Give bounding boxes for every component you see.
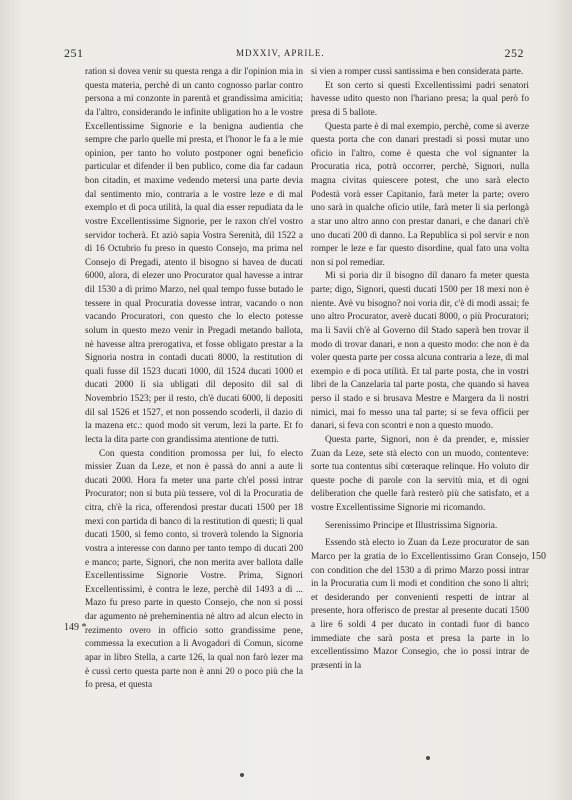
page-header — [0, 46, 572, 64]
paragraph: Questa parte è di mal exempio, perchè, come si averze questa porta che con danari prestadi si possi mutar uno oficio in l'altro, come è questa che vol signanter la Procuratia rica, potrà occorrer, perchè, Signori, nulla magna civitas quiescere potest, che uno sarà electo Podestà vorà esser Capitanio, farà meter la parte; overo uno sarà in qualche oficio utile, farà meter li sia perlongà a star uno altro anno con prestar danari, e che danari ch'è uno ducati 200 di danno. La Republica si pol servir e non romper le leze e far questo disordine, qual fato una volta non si pol remediar. — [311, 121, 529, 268]
paragraph: ration si dovea venir su questa renga a dir l'opinion mia in questa materia, perchè di un canto cognosso parlar contro persona a mi conzonte in parentà et grandissima amicitia; da l'altro, considerando le infinite ubligation ho a le vostre Excellentissime Signorie e la benigna audientia che sempre che parlo quelle mi presta, et l'honor le fa a le mie opinion, per tanto ho voluto postponer ogni beneficio particular et difender il ben publico, come dia far cadaun bon citadin, et maxime vedendo metersi una parte devia dal sentimento mio, contraria a le vostre leze e di mal exemplo et di poca utilità, la qual dia esser repudiata da le vostre Excellentissime Signorie, per le raxon ch'el vostro servidor tocherà. Et aziò sapia Vostra Serenità, dil 1522 a dì 16 Octubrio fu preso in questo Consejo, ma prima nel Consejo di Pregadi, atento il bisogno si havea de ducati 6000, alora, di elezer uno Procurator qual havesse a intrar dil 1530 a dì primo Marzo, nel qual tempo fusse butado le tessere in qual Procuratia dovesse intrar, vacando o non vacando Procuratori, con questo che lo electo potesse solum in questo mezo venir in Pregadi metando ballota, nè havesse altra prerogativa, et fosse obligato prestar a la Signoria nostra in contadi ducati 8000, la restitution di quali fusse dil 1523 ducati 1000, dil 1524 ducati 1000 et ducati 2000 li sia ubligati dil deposito dil sal di Novembrio 1523; per il resto, ch'è ducati 6000, li depositi dil sal 1526 et 1527, et non possendo scoderli, il dazio di la mazena etc.: quod modo sit verum, lezi la parte. Et fo lecta la dita parte con grandissima atentione de tutti. — [85, 67, 303, 445]
running-title: MDXXIV, APRILE. — [236, 48, 325, 58]
section-heading: Serenissimo Principe et Illustrissima Signoria. — [325, 520, 498, 531]
paragraph: Questa parte, Signori, non è da prender, e, missier Zuan da Leze, sete stà electo con un muodo, contenteve: sorte tua contentus sibi cœteraque relinque. Ho voluto dir queste poche di parole con la servitù mia, et di ogni deliberation che quelle farà resterò più che satisfato, et a vostre Excellentissime Signorie mi ricomando. — [311, 434, 529, 513]
paragraph: si vien a romper cussì santissima e ben considerata parte. — [311, 67, 524, 77]
right-column — [311, 66, 529, 674]
margin-note-right: 150 — [531, 551, 546, 562]
binding-hole-dot — [240, 773, 244, 777]
page-number-left: 251 — [64, 46, 84, 60]
paragraph: Essendo stà electo io Zuan da Leze procurator de san Marco per la gratia de lo Excellentissimo Gran Consejo, con condition che del 1530 a dì primo Marzo possi intrar in la Procuratia cum li modi et condition che sono li altri; et desiderando per convenienti respetti de intrar al presente, hora offerisco de prestar al presente ducati 1500 a lire 6 soldi 4 per ducato in contadi fuor di banco immediate che sarà posta et presa la parte in lo excellentissimo Mazor Consegio, che io possi intrar de præsenti in la — [311, 538, 529, 671]
paragraph: Mi si poria dir il bisogno dil danaro fa meter questa parte; digo, Signori, questi ducati 1500 per 18 mexi non è niente. Avè vu bisogno? noi voria dir, c'è di modi assai; fe uno altro Procurator, averè ducati 8000, o più Procuratori; ma li Savii ch'è al Governo dil Stado saperà ben trovar il modo di trovar danari, e non a questo modo: che non è da voler questa parte per cossa alcuna contraria a leze, di mal exempio e di poca utilità. Et tal parte posta, che in vostri libri de la Canzelaria tal parte posta, che quando si havea perso il stado e si brusava Mestre e Margera da li nostri nimici, mai fo messo una tal parte; si se feva officii per danari, si feva con scontri e non a questo muodo. — [311, 271, 529, 432]
left-column — [85, 66, 303, 693]
margin-note-left: 149 * — [64, 622, 87, 633]
page-number-right: 252 — [504, 46, 524, 60]
binding-hole-dot — [426, 756, 430, 760]
paragraph: Et son certo si questi Excellentissimi padri senatori havesse udito questo non l'hariano presa; la qual però fo presa di 5 ballote. — [311, 80, 529, 118]
paragraph: Con questa condition promossa per lui, fo electo missier Zuan da Leze, et non è passà do anni a aute li ducati 2000. Hora fa meter una parte ch'el possi intrar Procurator; non si buta più tessere, vol di la Procuratia de citra, ch'è la rica, offerendosi prestar ducati 1500 per 18 mexi con partida di banco di la restitution di questi; li qual ducati 1500, si femo conto, si troverà tolendo la Signoria vostra a interesse con danno per tanto tempo di ducati 200 e manco; parte, Signori, che non merita aver ballota dalle Excellentissime Signorie Vostre. Prima, Signori Excellentissimi, è contra le leze, perchè dil 1493 a dì ... Mazo fu preso parte in questo Consejo, che non si possi dar agumento nè preheminentia nè altro ad alcun electo in rezimento overo in officio sotto grandissime pene, commessa la execution a li Avogadori di Comun, sicome apar in libro Stella, a carte 126, la qual non farò lezer ma è cussì certo questa parte non è anni 20 o poco più che la fo presa, et questa — [85, 448, 303, 691]
